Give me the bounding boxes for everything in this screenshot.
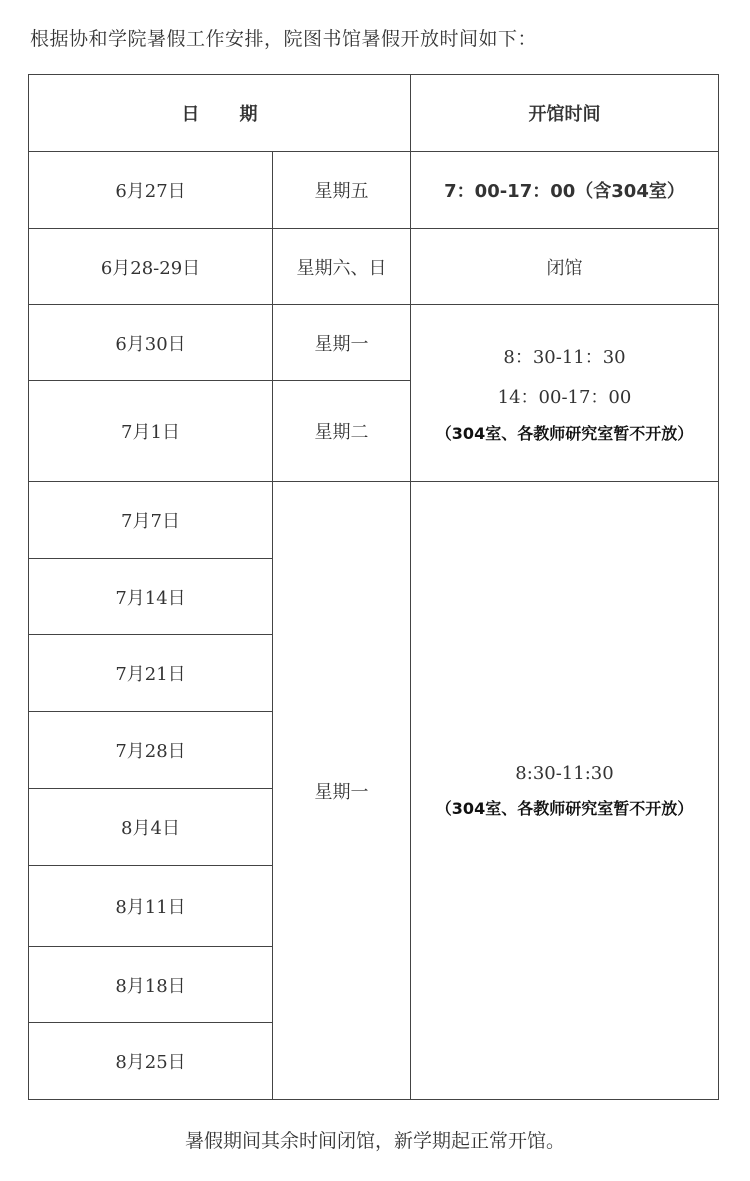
header-hours: 开馆时间	[411, 75, 719, 152]
date-cell: 8月25日	[29, 1023, 273, 1100]
table-row	[29, 152, 719, 229]
date-cell: 7月7日	[29, 482, 273, 559]
hours-line-afternoon: 14：00-17：00	[497, 386, 632, 408]
date-cell: 6月30日	[29, 305, 273, 381]
weekday-cell-merged: 星期一	[273, 482, 411, 1100]
hours-cell-merged	[411, 305, 719, 482]
intro-text: 根据协和学院暑假工作安排，院图书馆暑假开放时间如下：	[30, 28, 538, 50]
weekday-cell: 星期五	[273, 152, 411, 229]
table-row	[29, 482, 719, 559]
table-row	[29, 229, 719, 305]
date-cell: 7月1日	[29, 381, 273, 482]
date-cell: 8月4日	[29, 789, 273, 866]
schedule-table	[28, 74, 719, 1100]
header-date: 日期	[29, 75, 411, 152]
date-cell: 7月28日	[29, 712, 273, 789]
hours-line-morning: 8:30-11:30	[515, 762, 614, 784]
hours-cell: 闭馆	[411, 229, 719, 305]
hours-note: （304室、各教师研究室暂不开放）	[435, 423, 694, 443]
hours-cell: 7：00-17：00（含304室）	[411, 152, 719, 229]
date-cell: 7月21日	[29, 635, 273, 712]
table-header-row	[29, 75, 719, 152]
weekday-cell: 星期一	[273, 305, 411, 381]
hours-cell-merged	[411, 482, 719, 1100]
date-cell: 8月11日	[29, 866, 273, 947]
date-cell: 7月14日	[29, 559, 273, 635]
hours-line-morning: 8：30-11：30	[503, 346, 626, 368]
weekday-cell: 星期六、日	[273, 229, 411, 305]
date-cell: 8月18日	[29, 947, 273, 1023]
date-cell: 6月28-29日	[29, 229, 273, 305]
hours-note: （304室、各教师研究室暂不开放）	[435, 798, 694, 818]
weekday-cell: 星期二	[273, 381, 411, 482]
footer-note: 暑假期间其余时间闭馆，新学期起正常开馆。	[184, 1130, 565, 1152]
table-row	[29, 305, 719, 381]
date-cell: 6月27日	[29, 152, 273, 229]
